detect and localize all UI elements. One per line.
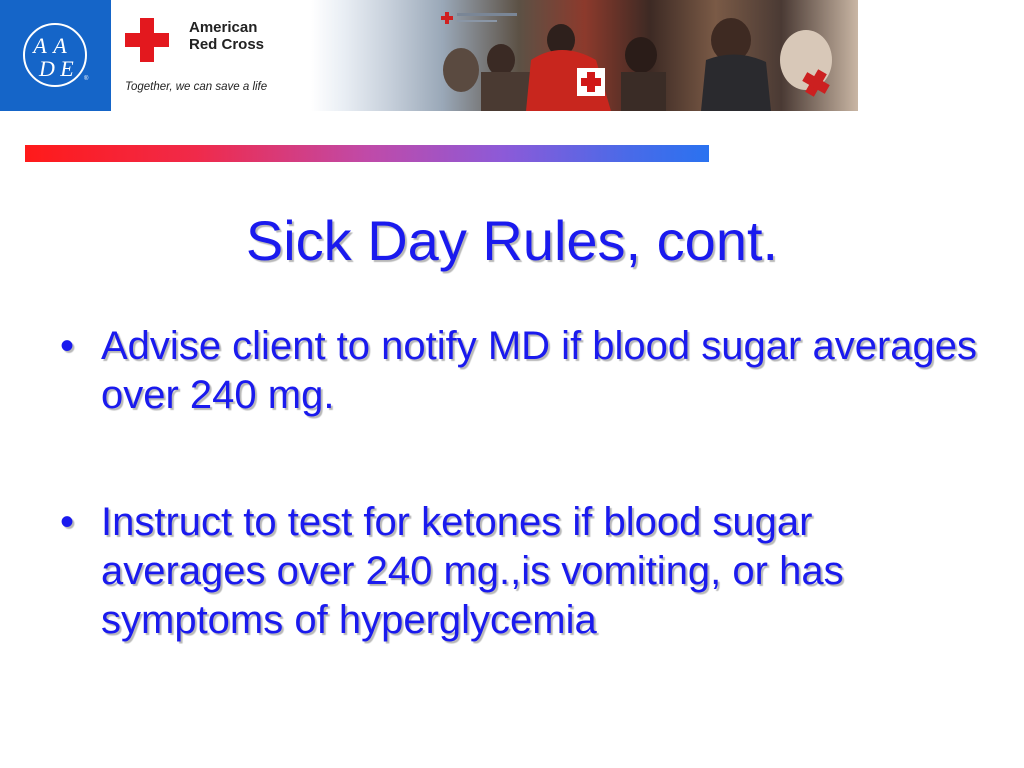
bullet-list [60, 322, 980, 645]
bullet-item [60, 498, 980, 645]
redcross-name [189, 19, 299, 53]
bullet-text: Advise client to notify MD if blood sugar averages over 240 mg. [101, 324, 977, 417]
redcross-tagline: Together, we can save a life [125, 81, 268, 93]
redcross-name-line1: American [189, 19, 258, 36]
aade-logo [0, 0, 111, 111]
aade-letter-2: A [53, 33, 67, 58]
aade-letter-3: D [39, 56, 55, 81]
title-divider-rule [25, 145, 709, 162]
bullet-text: Instruct to test for ketones if blood sugar averages over 240 mg.,is vomiting, or has symptoms of hyperglycemia [101, 500, 844, 642]
disaster-relief-photo [311, 0, 858, 111]
aade-letter-1: A [33, 33, 47, 58]
slide-title: Sick Day Rules, cont. [245, 209, 779, 272]
aade-logo-mark [0, 0, 111, 111]
aade-letter-4: E [60, 56, 74, 81]
bullet-marker: • [60, 500, 75, 544]
photo-collage [311, 0, 858, 111]
bullet-marker: • [60, 324, 75, 368]
bullet-item [60, 322, 980, 420]
redcross-name-line2: Red Cross [189, 36, 265, 53]
red-cross-icon [125, 18, 169, 62]
svg-text:®: ® [84, 76, 89, 82]
redcross-logo [111, 0, 311, 111]
